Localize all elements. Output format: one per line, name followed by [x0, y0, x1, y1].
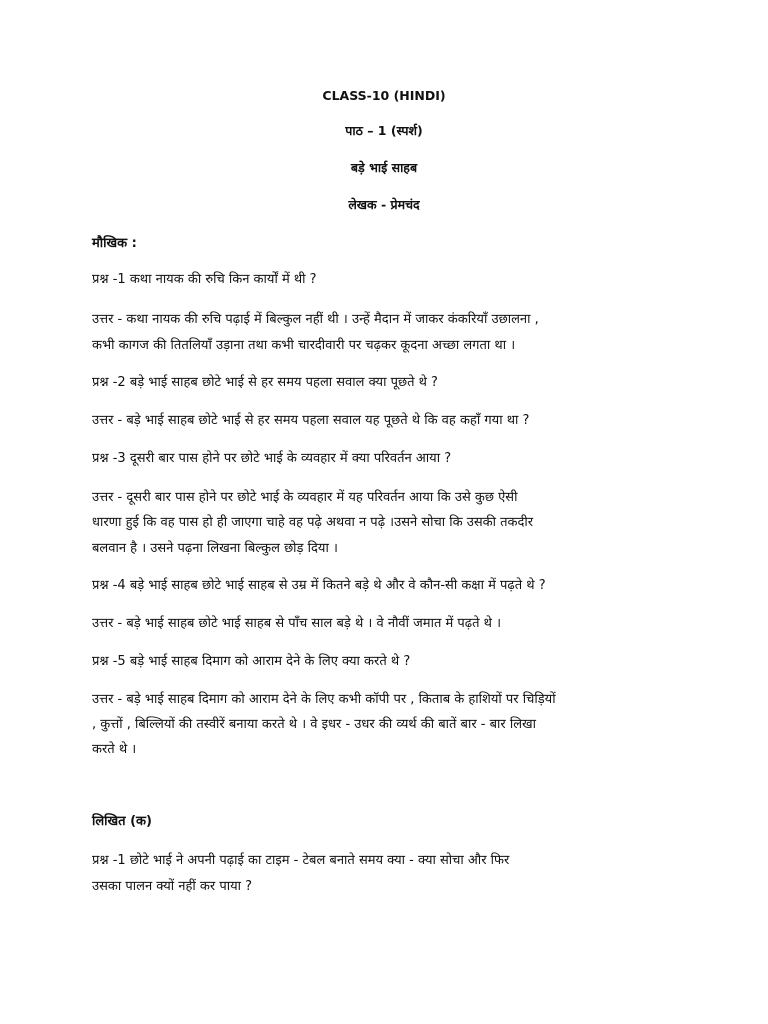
chapter-title: बड़े भाई साहब	[350, 160, 418, 175]
answer-3-line-1: उत्तर - दूसरी बार पास होने पर छोटे भाई के व्यवहार में यह परिवर्तन आया कि उसे कुछ ऐसी	[92, 490, 518, 505]
author-line: लेखक - प्रेमचंद	[348, 197, 420, 212]
answer-2: उत्तर - बड़े भाई साहब छोटे भाई से हर समय पहला सवाल यह पूछते थे कि वह कहाँ गया था ?	[92, 413, 530, 428]
answer-1-line-2: कभी कागज की तितलियाँ उड़ाना तथा कभी चारदीवारी पर चढ़कर कूदना अच्छा लगता था ।	[92, 338, 516, 353]
answer-3-line-3: बलवान है । उसने पढ़ना लिखना बिल्कुल छोड़ दिया ।	[92, 541, 338, 556]
question-3: प्रश्न -3 दूसरी बार पास होने पर छोटे भाई के व्यवहार में क्या परिवर्तन आया ?	[92, 451, 452, 466]
question-2: प्रश्न -2 बड़े भाई साहब छोटे भाई से हर समय पहला सवाल क्या पूछते थे ?	[92, 375, 438, 390]
written-question-1-line-2: उसका पालन क्यों नहीं कर पाया ?	[92, 879, 253, 894]
lesson-title: पाठ – 1 (स्पर्श)	[345, 123, 423, 138]
class-title: CLASS-10 (HINDI)	[322, 88, 446, 103]
answer-1-line-1: उत्तर - कथा नायक की रुचि पढ़ाई में बिल्कुल नहीं थी । उन्हें मैदान में जाकर कंकरियाँ उछालना ,	[92, 312, 539, 327]
written-section-heading: लिखित (क)	[92, 814, 152, 829]
answer-3-line-2: धारणा हुई कि वह पास हो ही जाएगा चाहे वह पढ़े अथवा न पढ़े ।उसने सोचा कि उसकी तकदीर	[92, 515, 534, 530]
answer-5-line-1: उत्तर - बड़े भाई साहब दिमाग को आराम देने के लिए कभी कॉपी पर , किताब के हाशियों पर चिड़ियों	[92, 692, 556, 707]
oral-section-heading: मौखिक :	[92, 236, 137, 251]
answer-4: उत्तर - बड़े भाई साहब छोटे भाई साहब से पाँच साल बड़े थे । वे नौवीं जमात में पढ़ते थे ।	[92, 616, 502, 631]
written-question-1-line-1: प्रश्न -1 छोटे भाई ने अपनी पढ़ाई का टाइम - टेबल बनाते समय क्या - क्या सोचा और फिर	[92, 853, 510, 868]
answer-5-line-3: करते थे ।	[92, 742, 137, 757]
question-5: प्रश्न -5 बड़े भाई साहब दिमाग को आराम देने के लिए क्या करते थे ?	[92, 654, 411, 669]
question-1: प्रश्न -1 कथा नायक की रुचि किन कार्यों में थी ?	[92, 272, 317, 287]
question-4: प्रश्न -4 बड़े भाई साहब छोटे भाई साहब से उम्र में कितने बड़े थे और वे कौन-सी कक्षा में पढ़ते थे ?	[92, 578, 546, 593]
answer-5-line-2: , कुत्तों , बिल्लियों की तस्वीरें बनाया करते थे । वे इधर - उधर की व्यर्थ की बातें बार - बार लिखा	[92, 717, 537, 732]
